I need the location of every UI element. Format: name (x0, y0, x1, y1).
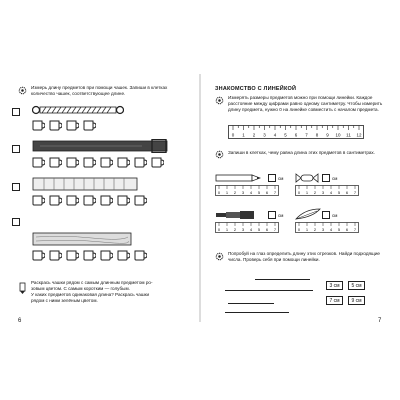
ruler-tick-label: 8 (315, 132, 319, 138)
answer-option[interactable]: 9 см (348, 296, 365, 305)
cup-icon[interactable] (117, 157, 130, 168)
small-ruler (215, 185, 279, 196)
cup-icon[interactable] (49, 195, 62, 206)
ruler-tick-label: 0 (231, 132, 235, 138)
plank-icon (32, 232, 132, 246)
cup-icon[interactable] (117, 250, 130, 261)
cm-unit-label: см (278, 176, 284, 181)
ruler-tick-label: 1 (242, 132, 245, 138)
cup-icon[interactable] (100, 250, 113, 261)
ruler-tick-label: 7 (273, 227, 277, 232)
cup-icon[interactable] (32, 120, 45, 131)
cm-unit-label: см (332, 213, 338, 218)
ruler-tick-label: 4 (249, 227, 253, 232)
cup-icon[interactable] (49, 157, 62, 168)
answer-option[interactable]: 5 см (348, 281, 365, 290)
ruler-tick-label: 4 (329, 190, 333, 195)
answer-box[interactable] (12, 218, 20, 226)
ruler-tick-label: 4 (273, 132, 277, 138)
gear-icon (215, 150, 224, 159)
cup-icon[interactable] (66, 195, 79, 206)
ruler-tick-label: 1 (305, 190, 309, 195)
answer-box[interactable] (12, 183, 20, 191)
ruler-tick-label: 10 (335, 132, 341, 138)
spyglass-icon (215, 210, 255, 220)
line-segment (228, 303, 274, 304)
cup-icon[interactable] (32, 250, 45, 261)
left-task1-text: Измерь длину предметов при помощи чашек. Запиши в клетках количество чашек, соответствующее длине. (31, 85, 168, 96)
section-heading: ЗНАКОМСТВО С ЛИНЕЙКОЙ (215, 86, 297, 92)
ruler-tick-label: 1 (225, 190, 229, 195)
cup-icon[interactable] (83, 157, 96, 168)
ruler-tick-label: 5 (257, 227, 261, 232)
gear-icon (18, 86, 27, 95)
cup-icon[interactable] (49, 120, 62, 131)
ruler-tick-label: 7 (305, 132, 308, 138)
small-ruler (215, 222, 279, 233)
ruler-tick-label: 7 (353, 190, 357, 195)
page-gutter (199, 74, 201, 322)
pencil-object-icon (215, 173, 261, 183)
ruler-tick-label: 6 (265, 227, 269, 232)
line-segment (225, 312, 289, 313)
cup-icon[interactable] (66, 250, 79, 261)
cup-icon[interactable] (134, 250, 147, 261)
cup-icon[interactable] (83, 195, 96, 206)
answer-box[interactable] (12, 108, 20, 116)
answer-box[interactable] (12, 145, 20, 153)
ruler-tick-label: 7 (273, 190, 277, 195)
ruler-tick-label: 11 (346, 132, 351, 138)
page-number-right: 7 (378, 318, 382, 324)
feather-icon (295, 208, 321, 220)
line-segment (225, 290, 313, 291)
answer-box[interactable] (268, 174, 276, 182)
pencil-icon (18, 282, 27, 294)
answer-box[interactable] (322, 174, 330, 182)
rope-icon (32, 103, 124, 117)
cup-icon[interactable] (134, 157, 147, 168)
ruler-tick-label: 6 (265, 190, 269, 195)
task2-line: рядом с ними зелёным цветом. (31, 298, 98, 303)
small-ruler (295, 222, 359, 233)
ruler-tick-label: 1 (225, 227, 229, 232)
cm-unit-label: см (332, 176, 338, 181)
ruler-tick-label: 0 (297, 190, 301, 195)
page-number-left: 6 (18, 318, 22, 324)
answer-box[interactable] (268, 211, 276, 219)
ruler-tick-label: 5 (337, 190, 341, 195)
cup-icon[interactable] (83, 250, 96, 261)
cup-row-3 (32, 195, 147, 206)
cup-icon[interactable] (100, 157, 113, 168)
cup-icon[interactable] (32, 195, 45, 206)
ruler-tick-label: 9 (326, 132, 329, 138)
answer-option[interactable]: 3 см (326, 281, 343, 290)
ruler-tick-label: 4 (329, 227, 333, 232)
cup-icon[interactable] (66, 157, 79, 168)
gear-icon (215, 252, 224, 261)
belt-icon (32, 139, 168, 153)
cup-icon[interactable] (134, 195, 147, 206)
ruler-tick-label: 6 (345, 227, 349, 232)
answer-option[interactable]: 7 см (326, 296, 343, 305)
cm-unit-label: см (278, 213, 284, 218)
ruler-tick-label: 2 (313, 190, 317, 195)
ruler-tick-label: 6 (294, 132, 298, 138)
line-segment (255, 279, 310, 280)
right-task1-text: Измерять размеры предметов можно при помощи линейки. Каждое расстояние между цифрами равно одному сантиметру. Чтобы измерить длину предмета, нужно 0 на линейке совместить с началом предмета. (228, 95, 383, 112)
ruler-tick-label: 7 (353, 227, 357, 232)
ruler-tick-label: 0 (217, 227, 221, 232)
ruler-tick-label: 4 (249, 190, 253, 195)
left-task2-text (31, 280, 191, 304)
ruler-tick-label: 1 (305, 227, 309, 232)
ruler-tick-label: 5 (337, 227, 341, 232)
ruler-tick-label: 3 (241, 227, 245, 232)
answer-box[interactable] (322, 211, 330, 219)
cup-icon[interactable] (66, 120, 79, 131)
ruler-tick-label: 2 (252, 132, 256, 138)
candy-icon (295, 173, 319, 183)
cup-row-4 (32, 250, 147, 261)
cup-row-2 (32, 157, 164, 168)
ruler-tick-label: 3 (263, 132, 266, 138)
small-ruler (295, 185, 359, 196)
task2-line: зовым цветом. С самым коротким — голубым. (31, 286, 130, 291)
cup-icon[interactable] (100, 195, 113, 206)
cup-icon[interactable] (83, 120, 96, 131)
cup-icon[interactable] (151, 157, 164, 168)
ruler-tick-label: 3 (241, 190, 245, 195)
ruler-tick-label: 2 (233, 190, 237, 195)
task2-line: У каких предметов одинаковая длина? Раскрась чашки (31, 292, 150, 297)
ruler-tick-label: 3 (321, 227, 325, 232)
ruler-tick-label: 12 (356, 132, 362, 138)
ruler-tick-label: 6 (345, 190, 349, 195)
ruler-tick-label: 0 (217, 190, 221, 195)
cup-icon[interactable] (117, 195, 130, 206)
cup-icon[interactable] (49, 250, 62, 261)
ruler-tick-label: 2 (313, 227, 317, 232)
ruler-tick-label: 3 (321, 190, 325, 195)
ruler-tick-label: 0 (297, 227, 301, 232)
cup-icon[interactable] (32, 157, 45, 168)
gear-icon (215, 96, 224, 105)
cup-row-1 (32, 120, 96, 131)
ruler-tick-label: 2 (233, 227, 237, 232)
ruler-tick-label: 5 (257, 190, 261, 195)
task2-line: Раскрась чашки рядом с самым длинным предметом ро- (31, 280, 153, 285)
right-task2-text: Запиши в клетках, чему равна длина этих предметов в сантиметрах. (228, 150, 376, 155)
ruler-tick-label: 5 (284, 132, 287, 138)
scarf-icon (32, 176, 138, 192)
big-ruler (228, 125, 364, 139)
right-task3-text: Попробуй на глаз определить длину этих отрезков. Найди подходящие числа. Проверь себя при помощи линейки. (228, 251, 380, 262)
